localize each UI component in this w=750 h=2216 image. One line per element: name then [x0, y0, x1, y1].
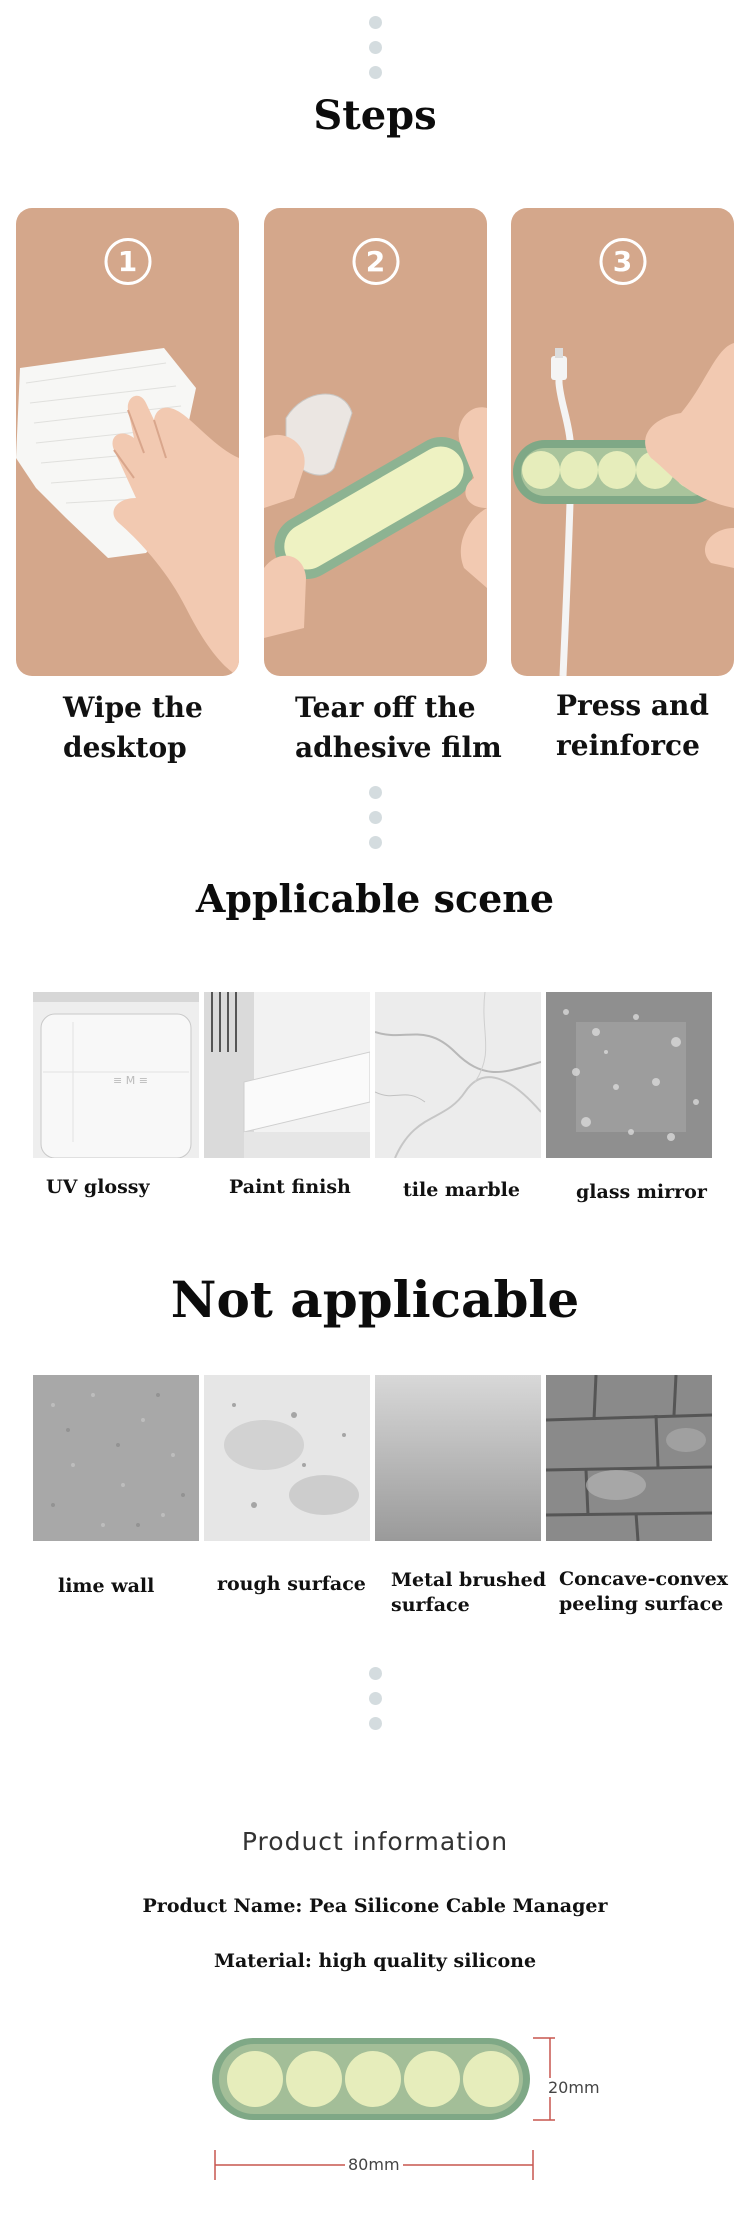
lime-wall-label: lime wall	[58, 1575, 155, 1597]
rough-surface-label: rough surface	[217, 1573, 366, 1595]
rough-surface-image	[204, 1375, 370, 1541]
steps-title: Steps	[313, 92, 437, 139]
width-dimension-label: 80mm	[345, 2155, 403, 2174]
step-3-label: Press and reinforce	[556, 689, 709, 762]
lime-wall-image	[33, 1375, 199, 1541]
concave-convex-image	[546, 1375, 712, 1541]
step-1-image	[16, 208, 239, 676]
glass-mirror-label: glass mirror	[576, 1181, 707, 1203]
product-name: Product Name: Pea Silicone Cable Manager	[142, 1895, 608, 1917]
not-applicable-title: Not applicable	[170, 1270, 580, 1329]
step-2-image	[264, 208, 487, 676]
uv-glossy-label: UV glossy	[46, 1176, 150, 1198]
uv-glossy-image	[33, 992, 199, 1158]
paint-finish-label: Paint finish	[229, 1176, 351, 1198]
product-info-title: Product information	[241, 1827, 509, 1856]
metal-brushed-image	[375, 1375, 541, 1541]
step-3-number: 3	[599, 238, 646, 285]
glass-mirror-image	[546, 992, 712, 1158]
concave-convex-label: Concave-convex peeling surface	[559, 1568, 729, 1615]
step-1-label: Wipe the desktop	[63, 691, 203, 764]
tile-marble-image	[375, 992, 541, 1158]
step-2-label: Tear off the adhesive film	[295, 691, 502, 764]
applicable-title: Applicable scene	[195, 876, 555, 921]
step-2-number: 2	[352, 238, 399, 285]
step-3-image	[511, 208, 734, 676]
divider-dots	[0, 786, 750, 849]
divider-dots	[0, 1667, 750, 1730]
tile-marble-label: tile marble	[403, 1179, 520, 1201]
paint-finish-image	[204, 992, 370, 1158]
step-1-number: 1	[104, 238, 151, 285]
divider-dots	[0, 16, 750, 79]
product-material: Material: high quality silicone	[213, 1950, 537, 1972]
svg-text:≡ M ≡: ≡ M ≡	[113, 1074, 148, 1087]
metal-brushed-label: Metal brushed surface	[391, 1569, 547, 1616]
height-dimension-label: 20mm	[548, 2078, 600, 2097]
